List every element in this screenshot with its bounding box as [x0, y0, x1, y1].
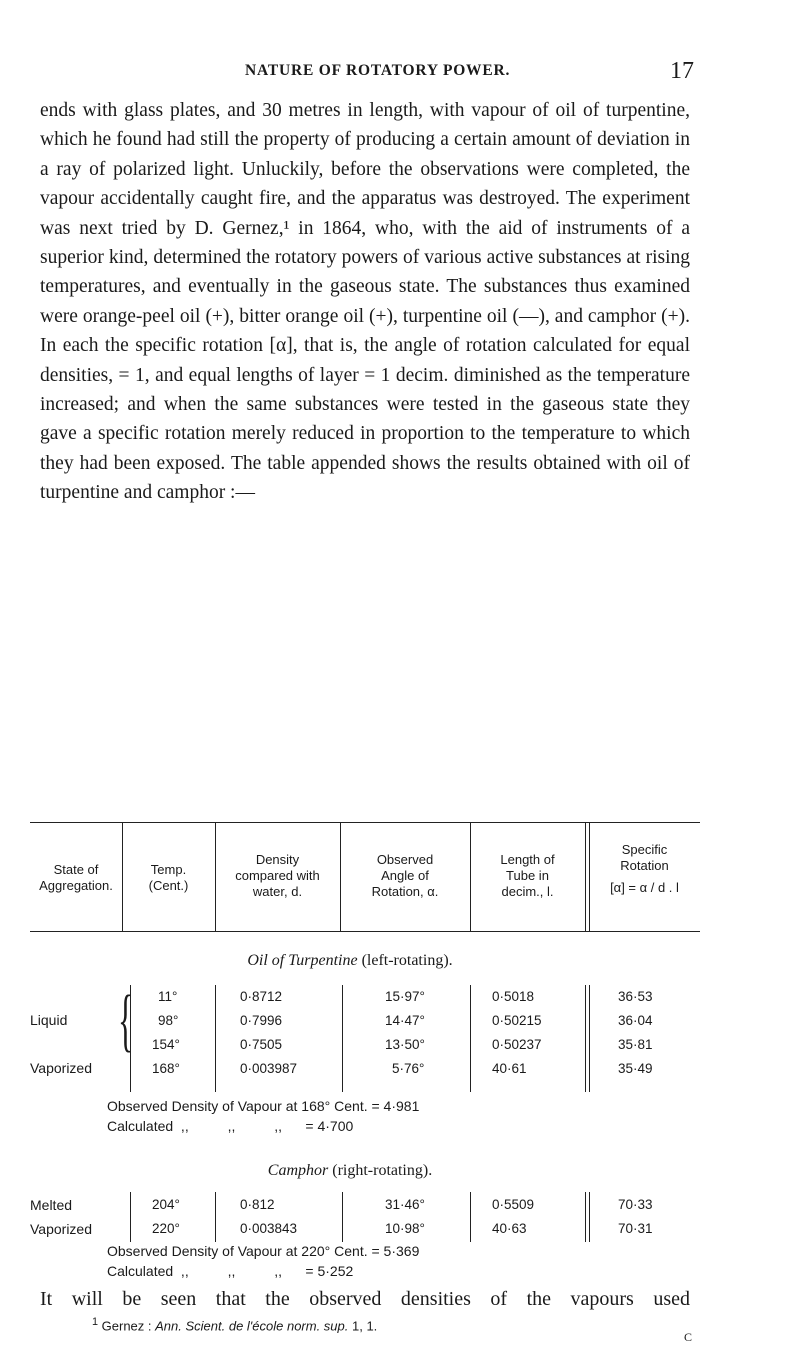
row-divider [589, 985, 590, 1092]
section-title-italic: Camphor [267, 1162, 329, 1179]
cell-specific: 36·53 [618, 989, 653, 1004]
row-divider [215, 1192, 216, 1242]
cell-length: 40·61 [492, 1061, 527, 1076]
row-divider [585, 985, 586, 1092]
section-title-italic: Oil of Turpentine [247, 952, 358, 969]
signature-mark: C [684, 1330, 693, 1344]
page-header [0, 58, 800, 88]
col-header-line: Rotation, α. [371, 884, 439, 899]
row-divider [589, 1192, 590, 1242]
observed-density-note: Observed Density of Vapour at 220° Cent. = 5·369 [107, 1243, 420, 1259]
continuation-line: It will be seen that the observed densities of the vapours used [40, 1288, 690, 1310]
cell-angle: 14·47° [385, 1013, 425, 1028]
cell-specific: 70·33 [618, 1197, 653, 1212]
footnote-author: Gernez : [101, 1318, 156, 1334]
cell-density: 0·003987 [240, 1061, 298, 1076]
section-title-turpentine [0, 952, 700, 970]
calculated-density-note: Calculated ,, ,, ,, = 4·700 [107, 1118, 354, 1134]
row-divider [470, 985, 471, 1092]
table-header-bottom-rule [30, 931, 700, 932]
cell-angle: 13·50° [385, 1037, 425, 1052]
row-divider [130, 1192, 131, 1242]
col-header-line: Aggregation. [39, 878, 113, 893]
col-header-line: Tube in [506, 868, 549, 883]
cell-length: 0·5018 [492, 989, 535, 1004]
cell-temp: 154° [152, 1037, 180, 1052]
cell-length: 0·5509 [492, 1197, 535, 1212]
running-title: NATURE OF ROTATORY POWER. [245, 62, 511, 79]
col-header-line: water, d. [252, 884, 303, 899]
col-header-line: Specific [621, 842, 668, 857]
cell-temp: 220° [152, 1221, 180, 1236]
section-title-rest: (left-rotating). [357, 952, 453, 969]
col-header-line: Density [255, 852, 300, 867]
calculated-density-note: Calculated ,, ,, ,, = 5·252 [107, 1263, 354, 1279]
col-header-line: (Cent.) [148, 878, 189, 893]
cell-temp: 11° [158, 989, 178, 1004]
cell-density: 0·003843 [240, 1221, 298, 1236]
cell-specific: 35·49 [618, 1061, 653, 1076]
row-divider [585, 1192, 586, 1242]
section-title-camphor [0, 1162, 700, 1180]
cell-angle: 5·76° [392, 1061, 425, 1076]
row-divider [342, 985, 343, 1092]
cell-density: 0·7996 [240, 1013, 283, 1028]
cell-temp: 98° [158, 1013, 179, 1028]
col-header-line: Temp. [150, 862, 187, 877]
col-header-length [470, 852, 585, 900]
col-header-angle [340, 852, 470, 900]
col-header-formula: [α] = α / d . l [610, 880, 679, 895]
cell-angle: 10·98° [385, 1221, 425, 1236]
col-header-line: Observed [376, 852, 434, 867]
col-header-line: State of [53, 862, 99, 877]
observed-density-note: Observed Density of Vapour at 168° Cent. = 4·981 [107, 1098, 420, 1114]
cell-angle: 15·97° [385, 989, 425, 1004]
cell-length: 40·63 [492, 1221, 527, 1236]
col-header-line: Length of [500, 852, 555, 867]
col-header-specific [589, 842, 700, 896]
cell-specific: 35·81 [618, 1037, 653, 1052]
col-header-state [30, 862, 122, 894]
row-state: Vaporized [30, 1060, 93, 1076]
row-divider [470, 1192, 471, 1242]
col-header-line: decim., l. [501, 884, 554, 899]
cell-specific: 70·31 [618, 1221, 653, 1236]
cell-density: 0·812 [240, 1197, 275, 1212]
row-divider [215, 985, 216, 1092]
row-state: Liquid [30, 1012, 68, 1028]
cell-specific: 36·04 [618, 1013, 653, 1028]
col-header-temp [122, 862, 215, 894]
paragraph-text: ends with glass plates, and 30 metres in length, with vapour of oil of turpentine, which he found had still the property of producing a certain amount of deviation in a ray of polarized light. Unluckily, before the observations were completed, the vapour accidentally caught fire, and the apparatus was destroyed. The experiment was next tried by D. Gernez,¹ in 1864, who, with the aid of instruments of a superior kind, determined the rotatory powers of various active substances at rising temperatures, and eventually in the gaseous state. The substances thus examined were orange-peel oil (+), bitter orange oil (+), turpentine oil (—), and camphor (+). In each the specific rotation [α], that is, the angle of rotation calculated for equal densities, = 1, and equal lengths of layer = 1 decim. diminished as the temperature increased; and when the same substances were tested in the gaseous state they gave a specific rotation merely reduced in proportion to the temperature to which they had been exposed. The table appended shows the results obtained with oil of turpentine and camphor :— [40, 100, 690, 504]
row-state: Melted [30, 1197, 73, 1213]
row-brace: { [118, 982, 134, 1059]
cell-length: 0·50215 [492, 1013, 542, 1028]
table-top-rule [30, 822, 700, 823]
footnote [92, 1316, 377, 1333]
body-paragraph [40, 96, 690, 508]
cell-density: 0·8712 [240, 989, 283, 1004]
cell-temp: 204° [152, 1197, 180, 1212]
section-title-rest: (right-rotating). [328, 1162, 433, 1179]
cell-length: 0·50237 [492, 1037, 542, 1052]
cell-temp: 168° [152, 1061, 180, 1076]
cell-density: 0·7505 [240, 1037, 283, 1052]
col-header-line: Angle of [381, 868, 429, 883]
col-header-line: compared with [235, 868, 320, 883]
footnote-rest: 1, 1. [348, 1318, 378, 1334]
page-number: 17 [670, 58, 694, 84]
footnote-mark: 1 [92, 1316, 99, 1328]
cell-angle: 31·46° [385, 1197, 425, 1212]
col-header-density [215, 852, 340, 900]
row-state: Vaporized [30, 1221, 93, 1237]
header-divider [585, 822, 586, 932]
col-header-line: Rotation [620, 858, 669, 873]
footnote-source: Ann. Scient. de l'école norm. sup. [155, 1318, 349, 1334]
row-divider [342, 1192, 343, 1242]
